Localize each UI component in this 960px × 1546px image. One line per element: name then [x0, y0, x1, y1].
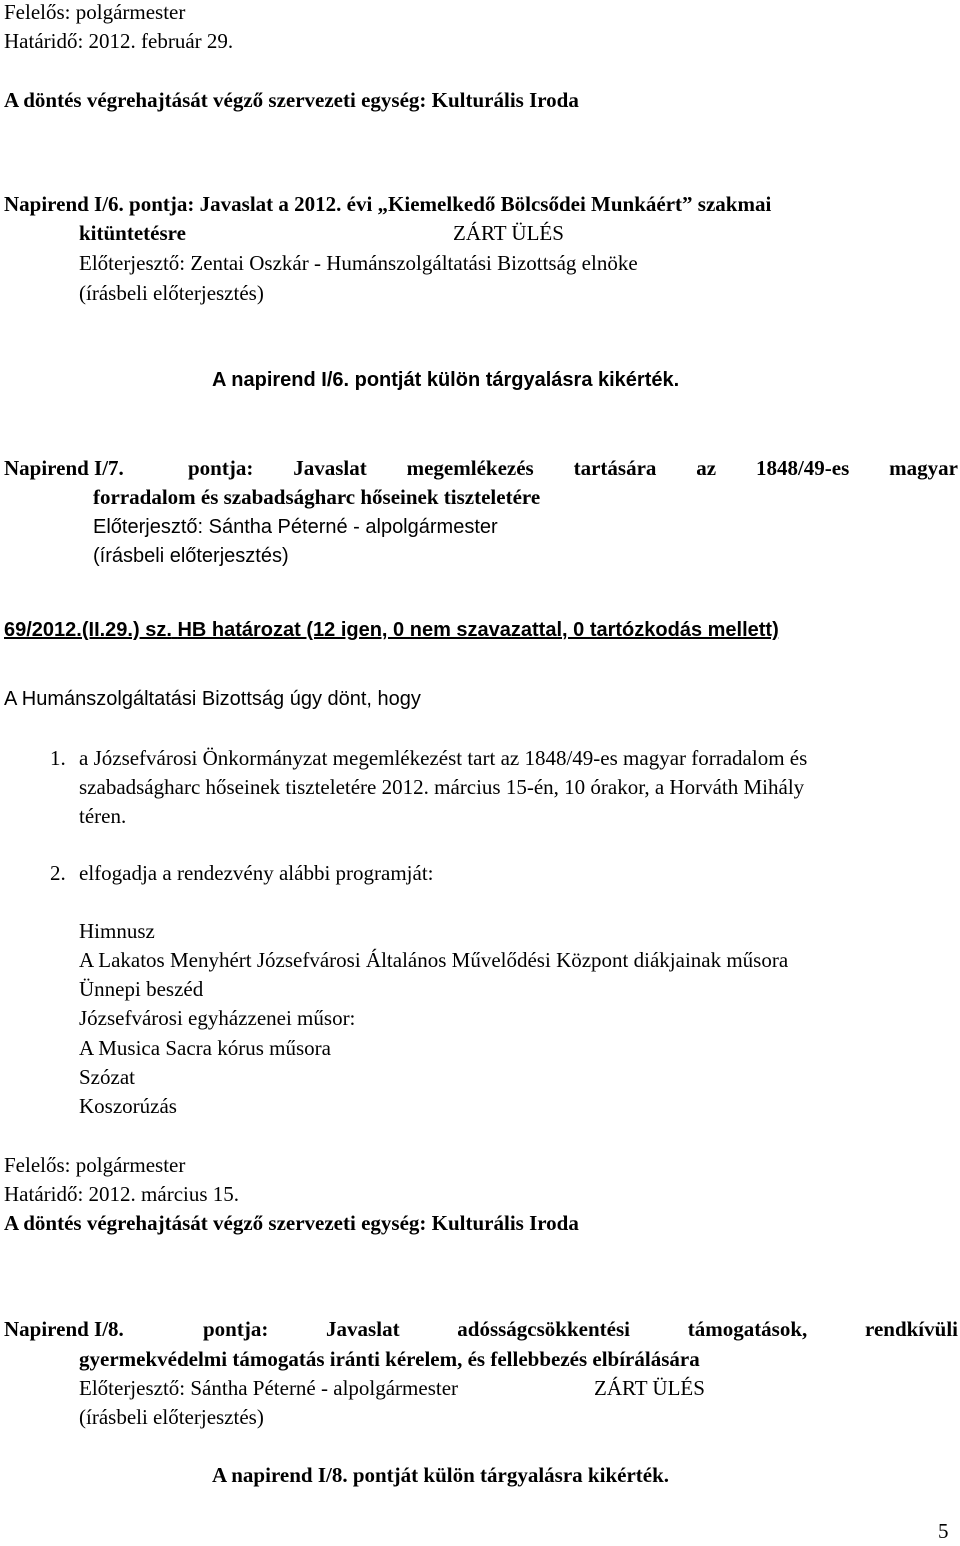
point1-line3: téren.: [79, 804, 127, 828]
resolution-text: HB határozat (12 igen, 0 nem szavazattal, 0 tartózkodás mellett): [177, 619, 779, 641]
program-item: A Lakatos Menyhért Józsefvárosi Általános Művelődési Központ diákjainak műsora: [79, 948, 789, 972]
item8-title-line1: pontja: Javaslat adósságcsökkentési támogatások, rendkívüli: [203, 1317, 958, 1341]
program-item: Koszorúzás: [79, 1094, 177, 1118]
executing-unit-line: A döntés végrehajtását végző szervezeti egység: Kulturális Iroda: [4, 88, 579, 112]
item8-closed-session: ZÁRT ÜLÉS: [594, 1376, 705, 1400]
item8-presenter: Előterjesztő: Sántha Péterné - alpolgármester: [79, 1376, 459, 1400]
item7-written: (írásbeli előterjesztés): [93, 545, 289, 567]
resolution-number: 69/2012.(II.29.) sz.: [4, 619, 172, 641]
point1-line1: a Józsefvárosi Önkormányzat megemlékezést tart az 1848/49-es magyar forradalom és: [79, 746, 808, 770]
item6-presenter: Előterjesztő: Zentai Oszkár - Humánszolgáltatási Bizottság elnöke: [79, 251, 638, 275]
item8-note: A napirend I/8. pontját külön tárgyalásra kikérték.: [212, 1463, 670, 1487]
item7-responsible: Felelős: polgármester: [4, 1153, 186, 1177]
point1-line2: szabadságharc hőseinek tiszteletére 2012. március 15-én, 10 órakor, a Horváth Mihály: [79, 775, 805, 799]
item7-label: Napirend I/7.: [4, 456, 124, 480]
program-item: Józsefvárosi egyházzenei műsor:: [79, 1006, 356, 1030]
program-item: A Musica Sacra kórus műsora: [79, 1036, 331, 1060]
item7-deadline: Határidő: 2012. március 15.: [4, 1182, 240, 1206]
resolution-heading: [4, 616, 779, 645]
item6-closed-session: ZÁRT ÜLÉS: [453, 221, 564, 245]
decision-intro: A Humánszolgáltatási Bizottság úgy dönt, hogy: [4, 688, 421, 710]
item6-written: (írásbeli előterjesztés): [79, 281, 264, 305]
program-item: Szózat: [79, 1065, 135, 1089]
point2-number: 2.: [50, 861, 66, 885]
item8-label: Napirend I/8.: [4, 1317, 124, 1341]
item6-title-line1: Napirend I/6. pontja: Javaslat a 2012. évi „Kiemelkedő Bölcsődei Munkáért” szakmai: [4, 192, 772, 216]
program-item: Ünnepi beszéd: [79, 977, 204, 1001]
point2-text: elfogadja a rendezvény alábbi programját:: [79, 861, 434, 885]
item6-title-line2: kitüntetésre: [79, 221, 186, 245]
item7-executing-unit: A döntés végrehajtását végző szervezeti egység: Kulturális Iroda: [4, 1211, 579, 1235]
item8-title-line2: gyermekvédelmi támogatás iránti kérelem, és fellebbezés elbírálására: [79, 1347, 700, 1371]
point1-number: 1.: [50, 746, 66, 770]
item6-note: A napirend I/6. pontját külön tárgyalásra kikérték.: [212, 369, 680, 391]
responsible-line: Felelős: polgármester: [4, 0, 186, 24]
item7-presenter: Előterjesztő: Sántha Péterné - alpolgármester: [93, 516, 498, 538]
item7-title-line1: pontja: Javaslat megemlékezés tartására az 1848/49-es magyar: [188, 456, 958, 480]
program-item: Himnusz: [79, 919, 155, 943]
item8-written: (írásbeli előterjesztés): [79, 1405, 264, 1429]
deadline-line: Határidő: 2012. február 29.: [4, 29, 234, 53]
item7-title-line2: forradalom és szabadságharc hőseinek tiszteletére: [93, 485, 541, 509]
page-number: 5: [938, 1519, 949, 1543]
